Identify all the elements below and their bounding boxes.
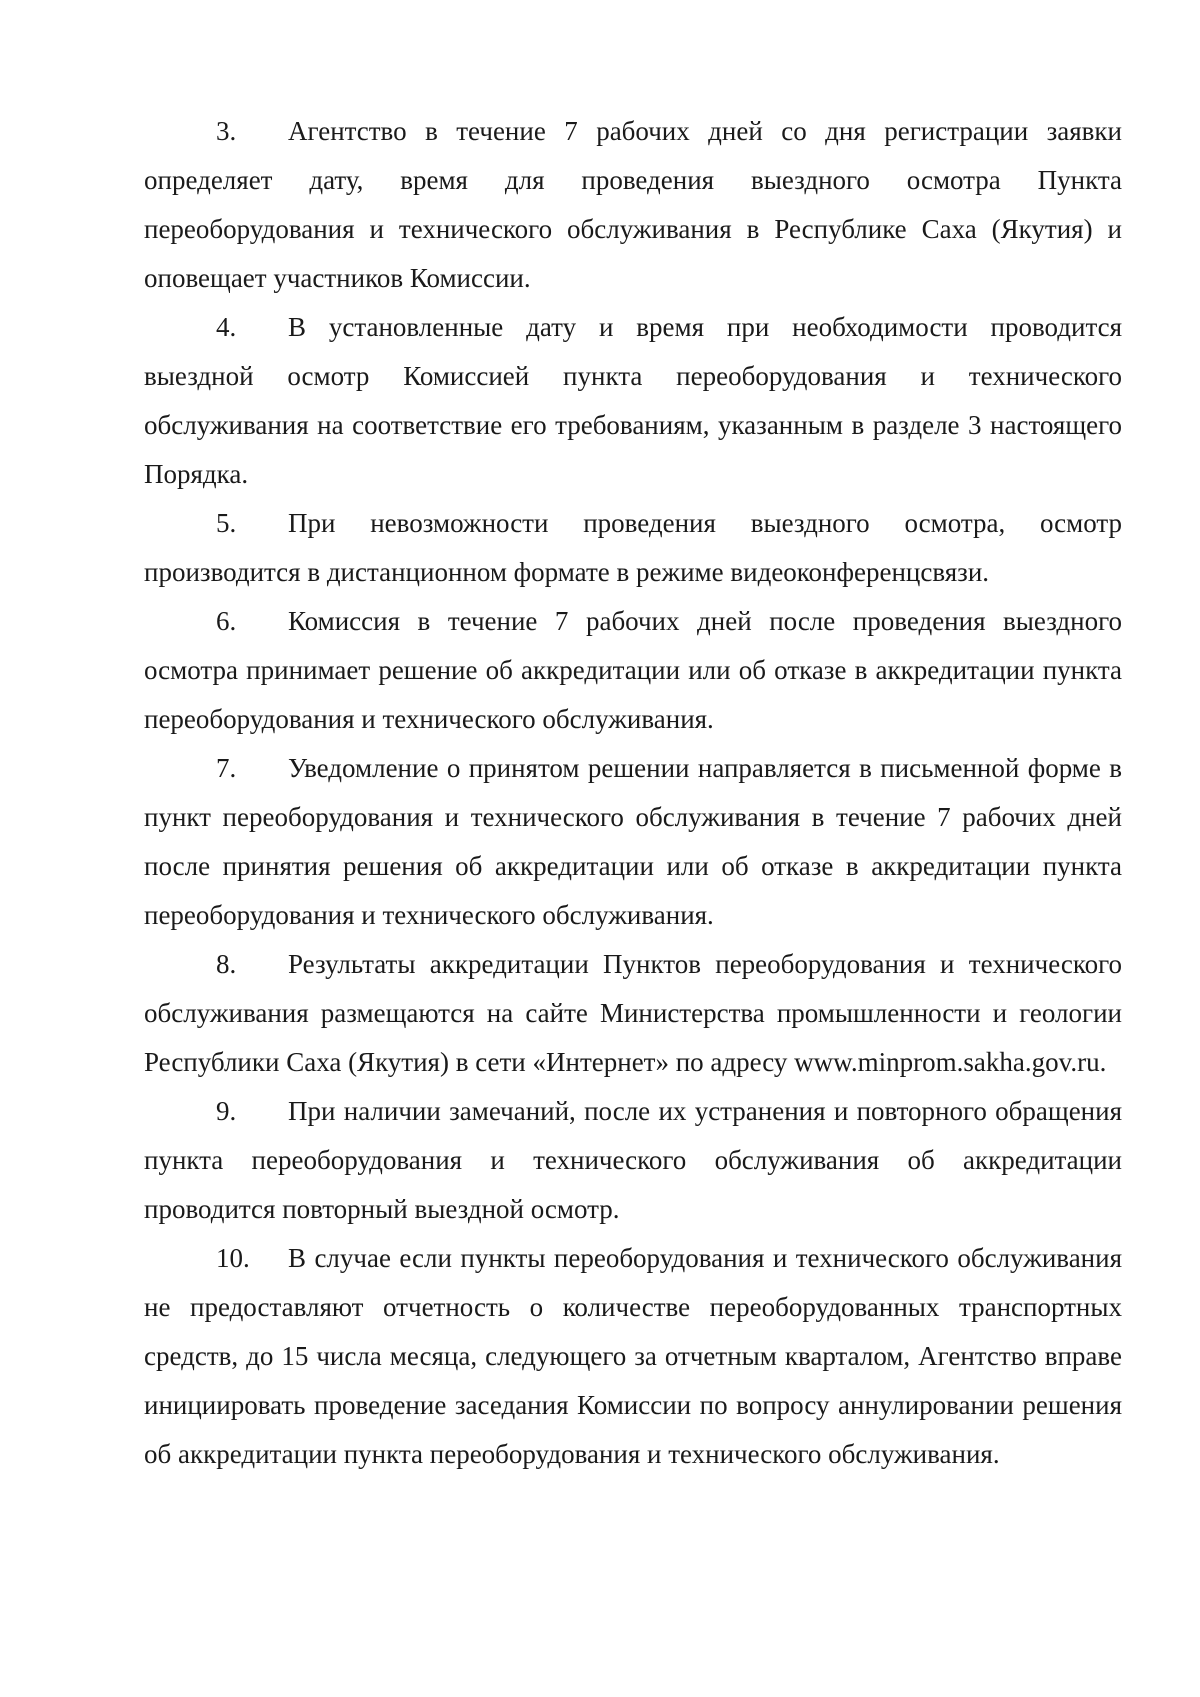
paragraph-text: В случае если пункты переоборудования и технического обслуживания не предоставляют отчетность о количестве переоборудованных транспортных средств, до 15 числа месяца, следующего за отчетным кварталом, Агентство вправе инициировать проведение заседания Комиссии по вопросу аннулировании решения об аккредитации пункта переоборудования и технического обслуживания. [144, 1243, 1122, 1469]
paragraph-number: 8. [216, 949, 237, 979]
paragraph-number: 3. [216, 116, 237, 146]
paragraph-item-9 [144, 1087, 1122, 1234]
paragraph-item-3 [144, 107, 1122, 303]
paragraph-item-6 [144, 597, 1122, 744]
paragraph-text: Уведомление о принятом решении направляется в письменной форме в пункт переоборудования и технического обслуживания в течение 7 рабочих дней после принятия решения об аккредитации или об отказе в аккредитации пункта переоборудования и технического обслуживания. [144, 753, 1122, 930]
paragraph-item-10 [144, 1234, 1122, 1479]
paragraph-text: Комиссия в течение 7 рабочих дней после проведения выездного осмотра принимает решение об аккредитации или об отказе в аккредитации пункта переоборудования и технического обслуживания. [144, 606, 1122, 734]
paragraph-item-7 [144, 744, 1122, 940]
paragraph-item-8 [144, 940, 1122, 1087]
paragraph-number: 10. [216, 1243, 250, 1273]
paragraph-item-4 [144, 303, 1122, 499]
paragraph-text: При невозможности проведения выездного осмотра, осмотр производится в дистанционном формате в режиме видеоконференцсвязи. [144, 508, 1122, 587]
paragraph-item-5 [144, 499, 1122, 597]
document-page [144, 107, 1122, 1479]
paragraph-text: В установленные дату и время при необходимости проводится выездной осмотр Комиссией пункта переоборудования и технического обслуживания на соответствие его требованиям, указанным в разделе 3 настоящего Порядка. [144, 312, 1122, 489]
paragraph-text: При наличии замечаний, после их устранения и повторного обращения пункта переоборудования и технического обслуживания об аккредитации проводится повторный выездной осмотр. [144, 1096, 1122, 1224]
paragraph-number: 9. [216, 1096, 237, 1126]
paragraph-number: 6. [216, 606, 237, 636]
paragraph-number: 4. [216, 312, 237, 342]
paragraph-text: Агентство в течение 7 рабочих дней со дня регистрации заявки определяет дату, время для проведения выездного осмотра Пункта переоборудования и технического обслуживания в Республике Саха (Якутия) и оповещает участников Комиссии. [144, 116, 1122, 293]
paragraph-number: 7. [216, 753, 237, 783]
paragraph-text: Результаты аккредитации Пунктов переоборудования и технического обслуживания размещаются на сайте Министерства промышленности и геологии Республики Саха (Якутия) в сети «Интернет» по адресу www.minprom.sakha.gov.ru. [144, 949, 1122, 1077]
paragraph-number: 5. [216, 508, 237, 538]
